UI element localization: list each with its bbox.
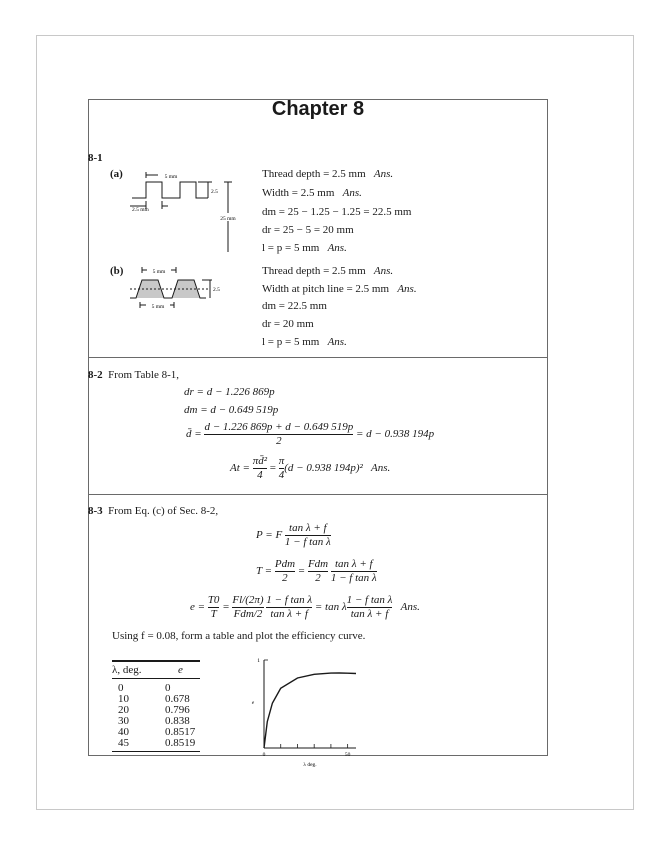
dim-top-text: 5 mm (164, 174, 178, 180)
cell-e: 0.796 (165, 704, 190, 716)
efficiency-table (112, 660, 200, 752)
b-line-2: Width at pitch line = 2.5 mm Ans. (262, 283, 417, 295)
a-line-1: Thread depth = 2.5 mm Ans. (262, 168, 394, 180)
using-text: Using f = 0.08, form a table and plot the efficiency curve. (112, 630, 366, 642)
divider-1 (88, 357, 548, 358)
eq-e: e = $\frac{T0}{T}$ = $\frac{Fl/(2\pi)}{\text{Fdm/2}}$ $\frac{\text{1 − f tan λ}}{\text{tan λ + f}}$ = tan λ $\frac{\text{1 − f tan λ}}{\text{tan λ + f}}$ Ans. (190, 594, 420, 620)
problem-8-3-intro: 8-3 From Eq. (c) of Sec. 8-2, (88, 505, 219, 517)
a-line-4: dr = 25 − 5 = 20 mm (262, 224, 354, 236)
table-header: λ, deg. e (112, 664, 183, 676)
part-a-label: (a) (110, 168, 123, 180)
cell-e: 0.8519 (165, 737, 196, 749)
problem-8-1-label: 8-1 (88, 152, 103, 164)
efficiency-chart (246, 650, 366, 768)
acme-thread-figure (128, 262, 228, 312)
a-line-5: l = p = 5 mm Ans. (262, 242, 347, 254)
x-tick-label-0: 0 (262, 752, 266, 758)
eq-At: At = $\frac{\text{πd̄²}}{4}$ = $\frac{\pi}{4}$ (d − 0.938 194p)² Ans. (230, 455, 391, 481)
square-thread-figure (128, 168, 248, 256)
b-line-3: dm = 22.5 mm (262, 300, 327, 312)
y-axis-label: e (251, 700, 255, 706)
dim-top-text: 5 mm (152, 269, 166, 275)
cell-lambda: 30 (118, 715, 129, 727)
cell-e: 0.838 (165, 715, 190, 727)
x-axis-label: λ deg. (303, 762, 317, 768)
b-line-4: dr = 20 mm (262, 318, 314, 330)
cell-e: 0.8517 (165, 726, 196, 738)
eq-T: T = $\frac{\text{Pdm}}{2}$ = $\frac{\text{Fdm}}{2}$ $\frac{\text{tan λ + f}}{\text{1 − f tan λ}}$ (256, 558, 377, 584)
efficiency-curve (264, 673, 356, 748)
dim-bottom-text: 2.5 mm (132, 207, 149, 213)
divider-2 (88, 494, 548, 495)
dim-side-text: 2.5 (213, 287, 220, 293)
x-tick-label-50: 50 (344, 752, 351, 758)
cell-lambda: 10 (118, 693, 129, 705)
b-line-5: l = p = 5 mm Ans. (262, 336, 347, 348)
cell-lambda: 40 (118, 726, 129, 738)
cell-lambda: 0 (118, 682, 124, 694)
cell-e: 0 (165, 682, 171, 694)
a-line-2: Width = 2.5 mm Ans. (262, 187, 362, 199)
square-thread-profile (132, 182, 208, 198)
eq-dr: dr = d − 1.226 869p (184, 386, 275, 398)
eq-P: P = F $\frac{\text{tan λ + f}}{\text{1 − f tan λ}}$ (256, 522, 331, 548)
cell-lambda: 45 (118, 737, 129, 749)
dim-bottom-text: 5 mm (151, 304, 165, 310)
dim-diameter-text: 25 mm (220, 216, 236, 222)
chapter-title: Chapter 8 (271, 98, 365, 120)
dim-side-text: 2.5 (211, 189, 218, 195)
cell-lambda: 20 (118, 704, 129, 716)
part-b-label: (b) (110, 265, 124, 277)
table-row (112, 738, 200, 749)
a-line-3: dm = 25 − 1.25 − 1.25 = 22.5 mm (262, 206, 412, 218)
cell-e: 0.678 (165, 693, 190, 705)
problem-8-2-intro: 8-2 From Table 8-1, (88, 369, 179, 381)
eq-dm: dm = d − 0.649 519p (184, 404, 279, 416)
b-line-1: Thread depth = 2.5 mm Ans. (262, 265, 394, 277)
eq-dbar: d̄ = $\frac{d - 1.226 869p + d - 0.649 519p}{2}$ = d − 0.938 194p (186, 421, 435, 447)
y-tick-label-1: 1 (257, 658, 260, 664)
